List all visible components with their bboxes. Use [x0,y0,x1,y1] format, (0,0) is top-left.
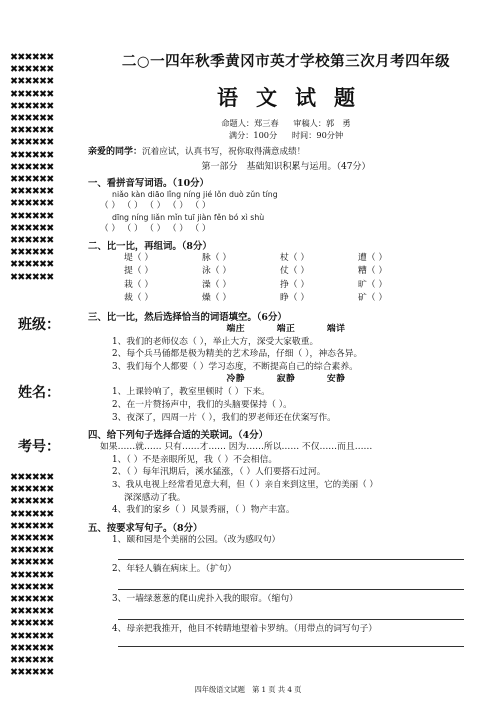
star-row: ✖✖✖✖✖✖ [10,186,54,198]
compare-row [88,265,484,278]
star-row: ✖✖✖✖✖✖ [10,594,54,606]
star-row: ✖✖✖✖✖✖ [10,630,54,642]
greeting [88,144,484,157]
star-row: ✖✖✖✖✖✖ [10,606,54,618]
full-score: 满分：100分 [228,130,278,140]
time-limit: 时间：90分钟 [291,130,344,140]
name-label: 姓名： [18,385,60,401]
compare-item[interactable]: 脉（ ） [202,253,232,263]
part-one-heading: 第一部分 基础知识积累与运用。（47分） [201,162,371,172]
star-row: ✖✖✖✖✖✖ [10,655,54,667]
star-row: ✖✖✖✖✖✖ [10,149,54,161]
word-choice: 端详 [326,323,346,334]
star-row: ✖✖✖✖✖✖ [10,76,54,88]
exam-content [88,50,484,650]
word-choices [88,323,484,336]
star-row: ✖✖✖✖✖✖ [10,642,54,654]
answer-line[interactable] [118,582,464,590]
star-row: ✖✖✖✖✖✖ [10,247,54,259]
word-choice: 冷静 [226,374,246,385]
school-title: 二○一四年秋季黄冈市英才学校第三次月考四年级 [121,53,451,70]
exam-title: 语文试题 [217,85,373,110]
answer-line[interactable] [118,639,464,647]
compare-item[interactable]: 仗（ ） [280,266,310,277]
compare-row [88,279,484,292]
star-row: ✖✖✖✖✖✖ [10,210,54,222]
fill-sentence[interactable]: 3、夜深了，四周一片（ ），我们的罗老师还在伏案写作。 [112,412,336,423]
star-row: ✖✖✖✖✖✖ [10,271,54,283]
section-4-heading: 四、给下列句子选择合适的关联词。（4分） [88,430,268,442]
star-row: ✖✖✖✖✖✖ [10,235,54,247]
compare-item[interactable]: 矿（ ） [358,293,388,304]
answer-blank-row[interactable]: （ ） （ ） （ ） （ ） （ ） [100,201,211,211]
compare-item[interactable]: 燥（ ） [202,293,232,304]
greeting-lead: 亲爱的同学： [88,147,143,157]
section-5-heading: 五、按要求写句子。（8分） [88,522,203,534]
binding-strip [10,52,82,688]
star-row: ✖✖✖✖✖✖ [10,52,54,63]
compare-item[interactable]: 提（ ） [124,266,154,277]
compare-item[interactable]: 遭（ ） [358,253,388,263]
fill-sentence-continuation: 深深感动了我。 [124,492,186,503]
star-row: ✖✖✖✖✖✖ [10,100,54,112]
star-row: ✖✖✖✖✖✖ [10,64,54,76]
compare-item[interactable]: 泳（ ） [202,266,232,277]
conjunction-options: 如果……就…… 只有……才…… 因为……所以…… 不仅……而且…… [100,442,373,453]
fill-sentence[interactable]: 2、（ ）每年汛期后，溪水猛涨，（ ）人们要搭石过河。 [112,467,326,478]
compare-item[interactable]: 裁（ ） [124,293,154,304]
star-row: ✖✖✖✖✖✖ [10,198,54,210]
star-row: ✖✖✖✖✖✖ [10,137,54,149]
rewrite-task: 2、年轻人躺在病床上。（扩句） [112,564,237,575]
star-row: ✖✖✖✖✖✖ [10,259,54,271]
fill-sentence[interactable]: 1、上课铃响了，教室里顿时（ ）下来。 [112,387,270,398]
compare-row [88,292,484,305]
star-row: ✖✖✖✖✖✖ [10,545,54,557]
rewrite-task: 1、颐和园是个美丽的公园。（改为感叹句） [112,534,281,545]
fill-sentence[interactable]: 3、我从电视上经常看见意大利，但（ ）亲自来到这里，它的美丽（ ） [112,479,378,490]
star-row: ✖✖✖✖✖✖ [10,533,54,545]
greeting-text: 沉着应试，认真书写，祝你取得满意成绩！ [142,147,306,157]
star-row: ✖✖✖✖✖✖ [10,125,54,137]
fill-sentence[interactable]: 3、我们每个人都要（ ）学习态度，不断提高自己的综合素养。 [112,361,358,372]
page-footer: 四年级语文试题 第 1 页 共 4 页 [194,685,302,694]
star-row: ✖✖✖✖✖✖ [10,174,54,186]
star-row: ✖✖✖✖✖✖ [10,520,54,532]
compare-item[interactable]: 澡（ ） [202,279,232,290]
word-choice: 安静 [326,374,346,385]
fill-sentence[interactable]: 4、我们的家乡（ ）风景秀丽，（ ）物产丰富。 [112,505,295,516]
fill-sentence[interactable]: 1、我们的老师仪态（ ），举止大方，深受大家敬重。 [112,336,319,347]
pinyin-row: dīng níng liǎn mǐn tuī jiàn fěn bó xì shù [112,213,265,222]
fill-sentence[interactable]: 2、每个兵马俑都是极为精美的艺术珍品，仔细（ ），神态各异。 [112,349,363,360]
word-choice: 端庄 [226,323,246,334]
rewrite-task: 4、母亲把我推开，他目不转睛地望着卡罗纳。（用带点的词写句子） [112,623,378,634]
compare-item[interactable]: 堤（ ） [124,253,154,263]
star-row: ✖✖✖✖✖✖ [10,569,54,581]
star-border-bottom [10,472,82,679]
reviewer: 审稿人：郭 勇 [293,118,351,128]
star-row: ✖✖✖✖✖✖ [10,667,54,679]
star-row: ✖✖✖✖✖✖ [10,161,54,173]
exam-meta [88,117,484,141]
compare-row [88,252,484,265]
word-choices [88,373,484,386]
fill-sentence[interactable]: 2、在一片赞扬声中，我们的头脑要保持（ ）。 [112,400,292,410]
star-row: ✖✖✖✖✖✖ [10,113,54,125]
author: 命题人：郑三春 [221,118,279,128]
compare-item[interactable]: 挣（ ） [280,279,310,290]
word-choice: 寂静 [276,374,296,385]
section-2-heading: 二、比一比，再组词。（8分） [88,241,212,252]
fill-sentence[interactable]: 1、（ ）不是亲眼所见，我（ ）不会相信。 [112,454,278,465]
star-row: ✖✖✖✖✖✖ [10,484,54,496]
answer-line[interactable] [118,552,464,560]
star-row: ✖✖✖✖✖✖ [10,222,54,234]
star-row: ✖✖✖✖✖✖ [10,508,54,520]
class-label: 班级： [18,317,60,333]
compare-item[interactable]: 杖（ ） [280,253,310,263]
compare-item[interactable]: 栽（ ） [124,279,154,290]
star-row: ✖✖✖✖✖✖ [10,581,54,593]
compare-item[interactable]: 睁（ ） [280,293,310,304]
answer-blank-row[interactable]: （ ） （ ） （ ） （ ） （ ） [100,224,211,234]
section-3-heading: 三、比一比，然后选择恰当的词语填空。（6分） [88,311,287,323]
star-row: ✖✖✖✖✖✖ [10,618,54,630]
answer-line[interactable] [118,612,464,620]
word-choice: 端正 [276,323,296,334]
star-row: ✖✖✖✖✖✖ [10,88,54,100]
section-1-heading: 一、看拼音写词语。（10分） [88,178,209,189]
pinyin-row: niǎo kàn diāo lǐng níng jié lǒn duò zǔn tíng [112,190,278,199]
compare-item[interactable]: 旷（ ） [358,279,388,290]
star-row: ✖✖✖✖✖✖ [10,496,54,508]
star-row: ✖✖✖✖✖✖ [10,557,54,569]
number-label: 考号： [18,439,60,455]
star-border-top [10,52,82,284]
compare-item[interactable]: 糟（ ） [358,266,388,277]
star-row: ✖✖✖✖✖✖ [10,472,54,483]
rewrite-task: 3、一墙绿葱葱的爬山虎扑入我的眼帘。（缩句） [112,593,298,604]
